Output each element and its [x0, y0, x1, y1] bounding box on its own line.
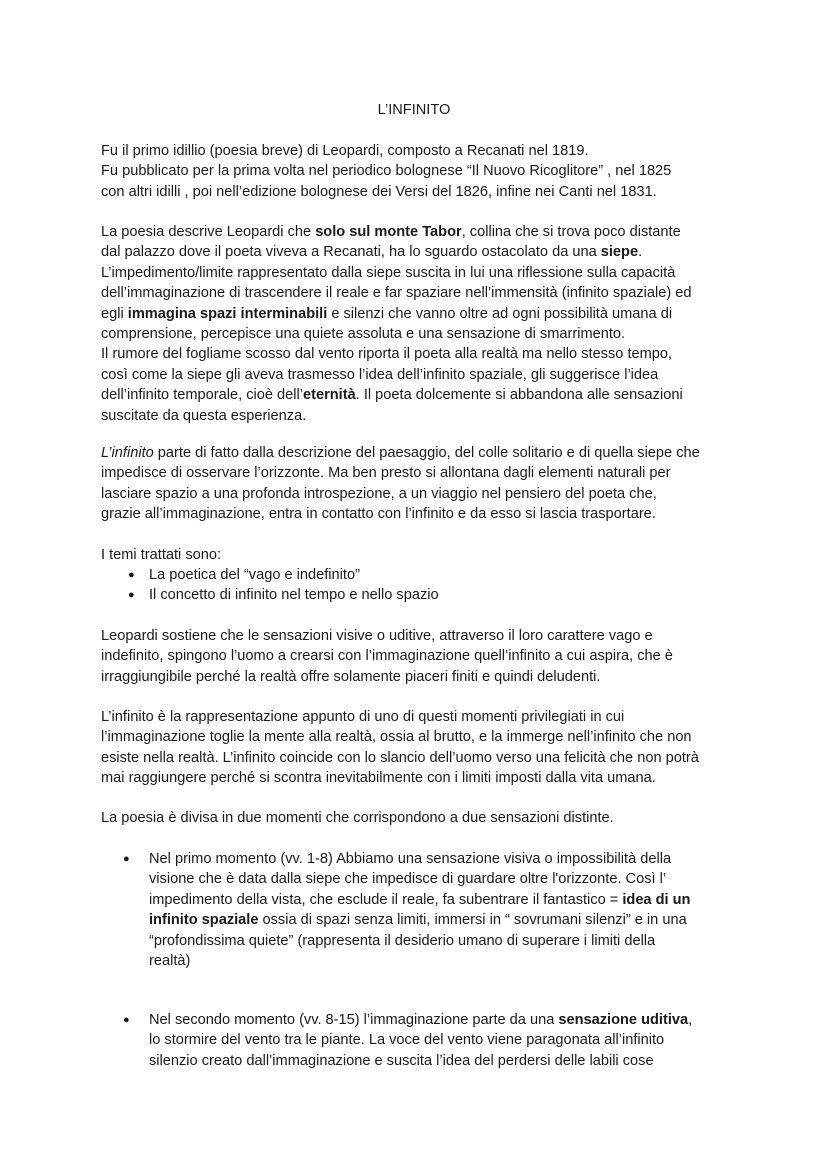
text-line: esiste nella realtà. L’infinito coincide con lo slancio dell’uomo verso una felicità che non potrà	[101, 749, 699, 766]
text-line: così come la siepe gli aveva trasmesso l’idea dell’infinito spaziale, gli suggerisce l’idea	[101, 366, 659, 383]
paragraph-publication	[101, 141, 741, 202]
themes-intro: I temi trattati sono:	[101, 547, 222, 563]
text-line: suscitate da questa esperienza.	[101, 407, 307, 424]
text-line: dell’infinito temporale, cioè dell’eternità. Il poeta dolcemente si abbandona alle sensazioni	[101, 387, 683, 404]
paragraph-landscape	[101, 443, 741, 525]
moment-list-second	[101, 1010, 761, 1071]
text-line: egli immagina spazi interminabili e silenzi che vanno oltre ad ogni possibilità umana di	[101, 305, 673, 322]
text-line: Fu il primo idillio (poesia breve) di Leopardi, composto a Recanati nel 1819.	[101, 143, 589, 159]
text-line: lasciare spazio a una profonda introspezione, a un viaggio nel pensiero del poeta che,	[101, 485, 657, 502]
paragraph-imagination	[101, 707, 741, 789]
text-line: La poesia descrive Leopardi che solo sul monte Tabor, collina che si trova poco distante	[101, 224, 681, 240]
italic-text: L’infinito	[101, 445, 154, 461]
text-line: dell’immaginazione di trascendere il reale e far spaziare nell’immensità (infinito spaziale) ed	[101, 285, 692, 302]
bold-text: infinito spaziale	[149, 912, 259, 929]
moment-list-first	[101, 849, 761, 971]
text-line: irraggiungibile perché la realtà offre solamente piaceri finiti e quindi deludenti.	[101, 668, 601, 685]
text-line: indefinito, spingono l’uomo a crearsi con l’immaginazione quell’infinito a cui aspira, che è	[101, 648, 673, 665]
text-line: Il rumore del fogliame scosso dal vento riporta il poeta alla realtà ma nello stesso tempo,	[101, 346, 673, 363]
list-item: ● Nel primo momento (vv. 1-8) Abbiamo una sensazione visiva o impossibilità della visione che è data dalla siepe che impedisce di guardare oltre l'orizzonte. Così l’ impedimento della vista, che esclude il reale, fa subentrare il fantastico = idea di un infinito spaziale ossia di spazi senza limiti, immersi in “ sovrumani silenzi” e in una “profondissima quiete” (rappresenta il desiderio umano di superare i limiti della realtà)	[123, 851, 691, 969]
text-line: dal palazzo dove il poeta viveva a Recanati, ha lo sguardo ostacolato da una siepe.	[101, 244, 643, 261]
bullet-icon: ●	[123, 853, 130, 865]
text-line: grazie all’immaginazione, entra in contatto con l’infinito e da esso si lascia trasportare.	[101, 506, 656, 523]
bold-text: sensazione uditiva	[558, 1012, 689, 1028]
bullet-icon: ●	[128, 569, 135, 581]
text-line: l’immaginazione toglie la mente alla realtà, ossia al brutto, e la immerge nell’infinito che non	[101, 729, 692, 746]
bold-text: solo sul monte Tabor	[315, 224, 462, 240]
text-line: con altri idilli , poi nell’edizione bolognese dei Versi del 1826, infine nei Canti nel 1831.	[101, 183, 657, 200]
text-line: L’impedimento/limite rappresentato dalla siepe suscita in lui una riflessione sulla capacità	[101, 264, 676, 281]
text-line: Fu pubblicato per la prima volta nel periodico bolognese “Il Nuovo Ricoglitore” , nel 1825	[101, 163, 672, 180]
bullet-icon: ●	[123, 1014, 130, 1026]
paragraph-division: La poesia è divisa in due momenti che corrispondono a due sensazioni distinte.	[101, 810, 614, 826]
text-line: impedisce di osservare l’orizzonte. Ma ben presto si allontana dagli elementi naturali per	[101, 465, 671, 482]
list-item: ● La poetica del “vago e indefinito”	[101, 565, 741, 585]
text-line: L’infinito è la rappresentazione appunto di uno di questi momenti privilegiati in cui	[101, 709, 625, 725]
bold-text: idea di un	[622, 891, 691, 908]
list-item: ● Nel secondo momento (vv. 8-15) l’immaginazione parte da una sensazione uditiva, lo stormire del vento tra le piante. La voce del vento viene paragonata all’infinito silenzio creato dall’immaginazione e suscita l’idea del perdersi delle labili cose	[123, 1012, 693, 1069]
bold-text: siepe	[600, 244, 639, 261]
bullet-icon: ●	[128, 589, 135, 602]
paragraph-sensations	[101, 626, 741, 687]
themes-list	[101, 565, 741, 606]
paragraph-description	[101, 222, 741, 426]
page-title: L’INFINITO	[377, 102, 451, 118]
text-line: L’infinito parte di fatto dalla descrizione del paesaggio, del colle solitario e di quella siepe che	[101, 445, 700, 461]
list-item: ● Il concetto di infinito nel tempo e nello spazio	[101, 585, 741, 605]
bold-text: eternità	[303, 387, 356, 404]
text-line: comprensione, percepisce una quiete assoluta e una sensazione di smarrimento.	[101, 325, 626, 342]
text-line: mai raggiungere perché si scontra inevitabilmente con i limiti imposti dalla vita umana.	[101, 770, 656, 787]
text-line: Leopardi sostiene che le sensazioni visive o uditive, attraverso il loro carattere vago e	[101, 628, 653, 644]
bold-text: immagina spazi interminabili	[127, 305, 328, 322]
